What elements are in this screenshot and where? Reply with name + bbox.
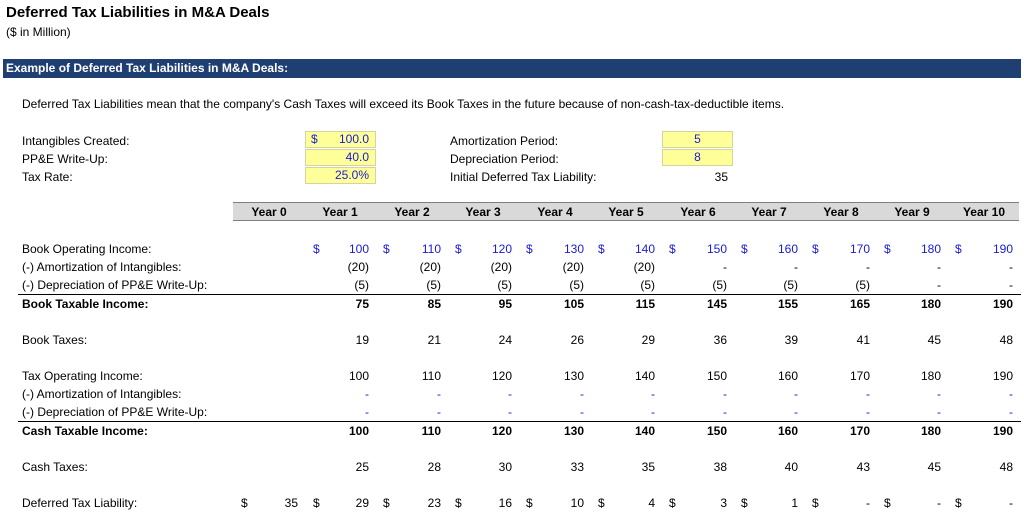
table-cell[interactable]: 100	[348, 369, 369, 383]
table-cell[interactable]: 24	[498, 333, 512, 347]
table-cell[interactable]: 110	[421, 369, 441, 383]
table-cell[interactable]: 41	[856, 333, 870, 347]
table-cell[interactable]: 140	[634, 242, 655, 256]
amortization-period-label: Amortization Period:	[450, 134, 559, 148]
ppe-writeup-input-cell[interactable]	[305, 149, 376, 166]
table-cell[interactable]: 30	[498, 460, 512, 474]
subtotal-rule-1	[18, 421, 1021, 422]
table-cell[interactable]: 180	[920, 369, 941, 383]
table-cell[interactable]: 36	[713, 333, 727, 347]
table-cell[interactable]: 33	[570, 460, 584, 474]
table-cell[interactable]: 180	[920, 297, 941, 311]
table-cell[interactable]: -	[1009, 260, 1013, 274]
table-cell[interactable]: 29	[355, 496, 369, 510]
table-cell[interactable]: (5)	[855, 278, 870, 292]
ppe-writeup-value: 40.0	[345, 150, 369, 164]
table-cell[interactable]: -	[1009, 278, 1013, 292]
table-cell[interactable]: 145	[706, 297, 727, 311]
table-cell[interactable]: -	[580, 405, 584, 419]
table-cell[interactable]: 115	[635, 297, 655, 311]
table-cell[interactable]: -	[723, 405, 727, 419]
currency-symbol: $	[884, 496, 891, 510]
table-cell[interactable]: -	[937, 260, 941, 274]
table-cell[interactable]: 170	[849, 424, 870, 438]
table-cell[interactable]: 19	[355, 333, 369, 347]
table-cell[interactable]: (20)	[347, 260, 369, 274]
currency-symbol: $	[313, 496, 320, 510]
table-cell[interactable]: -	[365, 387, 369, 401]
table-cell[interactable]: 28	[427, 460, 441, 474]
table-cell[interactable]: 170	[849, 369, 870, 383]
table-cell[interactable]: (20)	[490, 260, 512, 274]
table-cell[interactable]: (5)	[354, 278, 369, 292]
year-header-0: Year 0	[251, 205, 287, 219]
table-cell[interactable]: 190	[992, 242, 1013, 256]
currency-symbol: $	[812, 242, 819, 256]
row-label-book-op-income: Book Operating Income:	[22, 242, 152, 256]
row-label-tax-op-income: Tax Operating Income:	[22, 369, 143, 383]
row-label-amort-tax: (-) Amortization of Intangibles:	[22, 387, 182, 401]
currency-symbol: $	[455, 496, 462, 510]
currency-symbol: $	[812, 496, 819, 510]
table-cell[interactable]: -	[508, 387, 512, 401]
table-cell[interactable]: 105	[563, 297, 584, 311]
currency-symbol: $	[669, 242, 676, 256]
table-cell[interactable]: 190	[992, 297, 1013, 311]
table-cell[interactable]: -	[437, 387, 441, 401]
table-cell[interactable]: 48	[999, 333, 1013, 347]
table-cell[interactable]: 120	[491, 242, 512, 256]
table-cell[interactable]: 95	[498, 297, 512, 311]
table-cell[interactable]: 45	[927, 333, 941, 347]
currency-symbol: $	[455, 242, 462, 256]
currency-symbol: $	[241, 496, 248, 510]
table-cell[interactable]: 85	[427, 297, 441, 311]
table-cell[interactable]: (5)	[497, 278, 512, 292]
initial-dtl-label: Initial Deferred Tax Liability:	[450, 170, 597, 184]
table-cell[interactable]: (5)	[712, 278, 727, 292]
table-cell[interactable]: 140	[634, 424, 655, 438]
year-header-5: Year 5	[608, 205, 644, 219]
row-label-amort-book: (-) Amortization of Intangibles:	[22, 260, 182, 274]
table-cell[interactable]: (5)	[569, 278, 584, 292]
table-cell[interactable]: 25	[355, 460, 369, 474]
year-header-4: Year 4	[537, 205, 573, 219]
table-cell[interactable]: -	[794, 405, 798, 419]
depreciation-period-label: Depreciation Period:	[450, 152, 559, 166]
table-cell[interactable]: 180	[920, 242, 941, 256]
depreciation-period-value: 8	[694, 150, 701, 164]
table-cell[interactable]: 150	[706, 242, 727, 256]
table-cell[interactable]: 130	[563, 424, 584, 438]
currency-symbol: $	[955, 242, 962, 256]
row-label-dtl: Deferred Tax Liability:	[22, 496, 138, 510]
table-cell[interactable]: -	[1009, 496, 1013, 510]
year-header-6: Year 6	[680, 205, 716, 219]
table-cell[interactable]: -	[1009, 405, 1013, 419]
currency-symbol: $	[526, 242, 533, 256]
table-cell[interactable]: 100	[348, 424, 369, 438]
table-cell[interactable]: -	[580, 387, 584, 401]
table-cell[interactable]: -	[723, 260, 727, 274]
year-header-1: Year 1	[322, 205, 358, 219]
intangibles-currency: $	[311, 132, 318, 146]
ppe-writeup-label: PP&E Write-Up:	[22, 152, 108, 166]
currency-symbol: $	[884, 242, 891, 256]
table-cell[interactable]: 160	[777, 242, 798, 256]
row-label-book-taxes: Book Taxes:	[22, 333, 88, 347]
table-cell[interactable]: (20)	[633, 260, 655, 274]
currency-symbol: $	[598, 242, 605, 256]
table-cell[interactable]: -	[651, 405, 655, 419]
table-cell[interactable]: 100	[348, 242, 369, 256]
table-cell[interactable]: 10	[570, 496, 584, 510]
table-cell[interactable]: 130	[563, 242, 584, 256]
table-cell[interactable]: 26	[570, 333, 584, 347]
year-header-2: Year 2	[394, 205, 430, 219]
tax-rate-value: 25.0%	[334, 168, 369, 182]
currency-symbol: $	[741, 242, 748, 256]
table-cell[interactable]: -	[437, 405, 441, 419]
table-cell[interactable]: 4	[648, 496, 655, 510]
table-cell[interactable]: 40	[784, 460, 798, 474]
dtl-year0-cell[interactable]: 35	[284, 496, 298, 510]
table-cell[interactable]: 160	[777, 369, 798, 383]
table-cell[interactable]: 150	[706, 369, 727, 383]
currency-symbol: $	[741, 496, 748, 510]
currency-symbol: $	[313, 242, 320, 256]
table-cell[interactable]: -	[937, 278, 941, 292]
table-cell[interactable]: -	[937, 496, 941, 510]
tax-rate-input-cell[interactable]	[305, 167, 376, 184]
row-label-dep-book: (-) Depreciation of PP&E Write-Up:	[22, 278, 208, 292]
initial-dtl-value: 35	[714, 170, 728, 184]
table-cell[interactable]: 110	[421, 424, 441, 438]
row-label-dep-tax: (-) Depreciation of PP&E Write-Up:	[22, 405, 208, 419]
table-cell[interactable]: 180	[920, 424, 941, 438]
table-cell[interactable]: -	[1009, 387, 1013, 401]
table-cell[interactable]: 120	[491, 424, 512, 438]
row-label-cash-taxable: Cash Taxable Income:	[22, 424, 148, 438]
table-cell[interactable]: 1	[791, 496, 798, 510]
intangibles-input-cell[interactable]	[305, 131, 376, 148]
table-cell[interactable]: 29	[641, 333, 655, 347]
currency-symbol: $	[383, 242, 390, 256]
table-cell[interactable]: 130	[563, 369, 584, 383]
table-cell[interactable]: 45	[927, 460, 941, 474]
row-label-book-taxable: Book Taxable Income:	[22, 297, 149, 311]
table-cell[interactable]: 23	[427, 496, 441, 510]
table-cell[interactable]: -	[866, 260, 870, 274]
currency-symbol: $	[383, 496, 390, 510]
table-cell[interactable]: -	[794, 387, 798, 401]
table-cell[interactable]: 170	[849, 242, 870, 256]
year-header-3: Year 3	[465, 205, 501, 219]
page-subtitle: ($ in Million)	[6, 25, 71, 39]
intangibles-value: 100.0	[338, 132, 369, 146]
table-cell[interactable]: 35	[641, 460, 655, 474]
amortization-period-input-cell[interactable]	[662, 131, 733, 148]
table-cell[interactable]: 21	[427, 333, 441, 347]
table-cell[interactable]: (20)	[562, 260, 584, 274]
page-title: Deferred Tax Liabilities in M&A Deals	[6, 4, 270, 21]
intangibles-label: Intangibles Created:	[22, 134, 130, 148]
description-text: Deferred Tax Liabilities mean that the company's Cash Taxes will exceed its Book Taxes in the future because of non-cash-tax-deductible items.	[22, 97, 785, 111]
table-cell[interactable]: -	[651, 387, 655, 401]
currency-symbol: $	[598, 496, 605, 510]
table-cell[interactable]: 190	[992, 369, 1013, 383]
table-cell[interactable]: -	[866, 387, 870, 401]
subtotal-rule-0	[18, 294, 1021, 295]
currency-symbol: $	[526, 496, 533, 510]
tax-rate-label: Tax Rate:	[22, 170, 73, 184]
table-cell[interactable]: 120	[491, 369, 512, 383]
table-cell[interactable]: 150	[706, 424, 727, 438]
table-cell[interactable]: 140	[634, 369, 655, 383]
table-cell[interactable]: -	[723, 387, 727, 401]
year-header-8: Year 8	[823, 205, 859, 219]
year-header-10: Year 10	[962, 205, 1006, 219]
year-header-9: Year 9	[894, 205, 930, 219]
table-cell[interactable]: -	[866, 496, 870, 510]
year-header-7: Year 7	[751, 205, 787, 219]
table-cell[interactable]: 160	[777, 424, 798, 438]
table-cell[interactable]: (20)	[419, 260, 441, 274]
currency-symbol: $	[669, 496, 676, 510]
table-cell[interactable]: 43	[856, 460, 870, 474]
table-cell[interactable]: (5)	[426, 278, 441, 292]
table-cell[interactable]: 16	[498, 496, 512, 510]
table-cell[interactable]: -	[866, 405, 870, 419]
table-cell[interactable]: -	[937, 387, 941, 401]
table-cell[interactable]: -	[508, 405, 512, 419]
table-cell[interactable]: 155	[777, 297, 798, 311]
table-cell[interactable]: (5)	[640, 278, 655, 292]
table-cell[interactable]: 38	[713, 460, 727, 474]
section-banner: Example of Deferred Tax Liabilities in M&A Deals:	[3, 59, 1021, 78]
table-cell[interactable]: 75	[355, 297, 369, 311]
table-cell[interactable]: 190	[992, 424, 1013, 438]
table-cell[interactable]: 165	[849, 297, 870, 311]
row-label-cash-taxes: Cash Taxes:	[22, 460, 88, 474]
currency-symbol: $	[955, 496, 962, 510]
depreciation-period-input-cell[interactable]	[662, 149, 733, 166]
table-cell[interactable]: -	[794, 260, 798, 274]
table-cell[interactable]: -	[937, 405, 941, 419]
amortization-period-value: 5	[694, 132, 701, 146]
table-cell[interactable]: 39	[784, 333, 798, 347]
table-cell[interactable]: 48	[999, 460, 1013, 474]
table-cell[interactable]: 3	[720, 496, 727, 510]
table-cell[interactable]: -	[365, 405, 369, 419]
table-cell[interactable]: 110	[421, 242, 441, 256]
table-cell[interactable]: (5)	[783, 278, 798, 292]
